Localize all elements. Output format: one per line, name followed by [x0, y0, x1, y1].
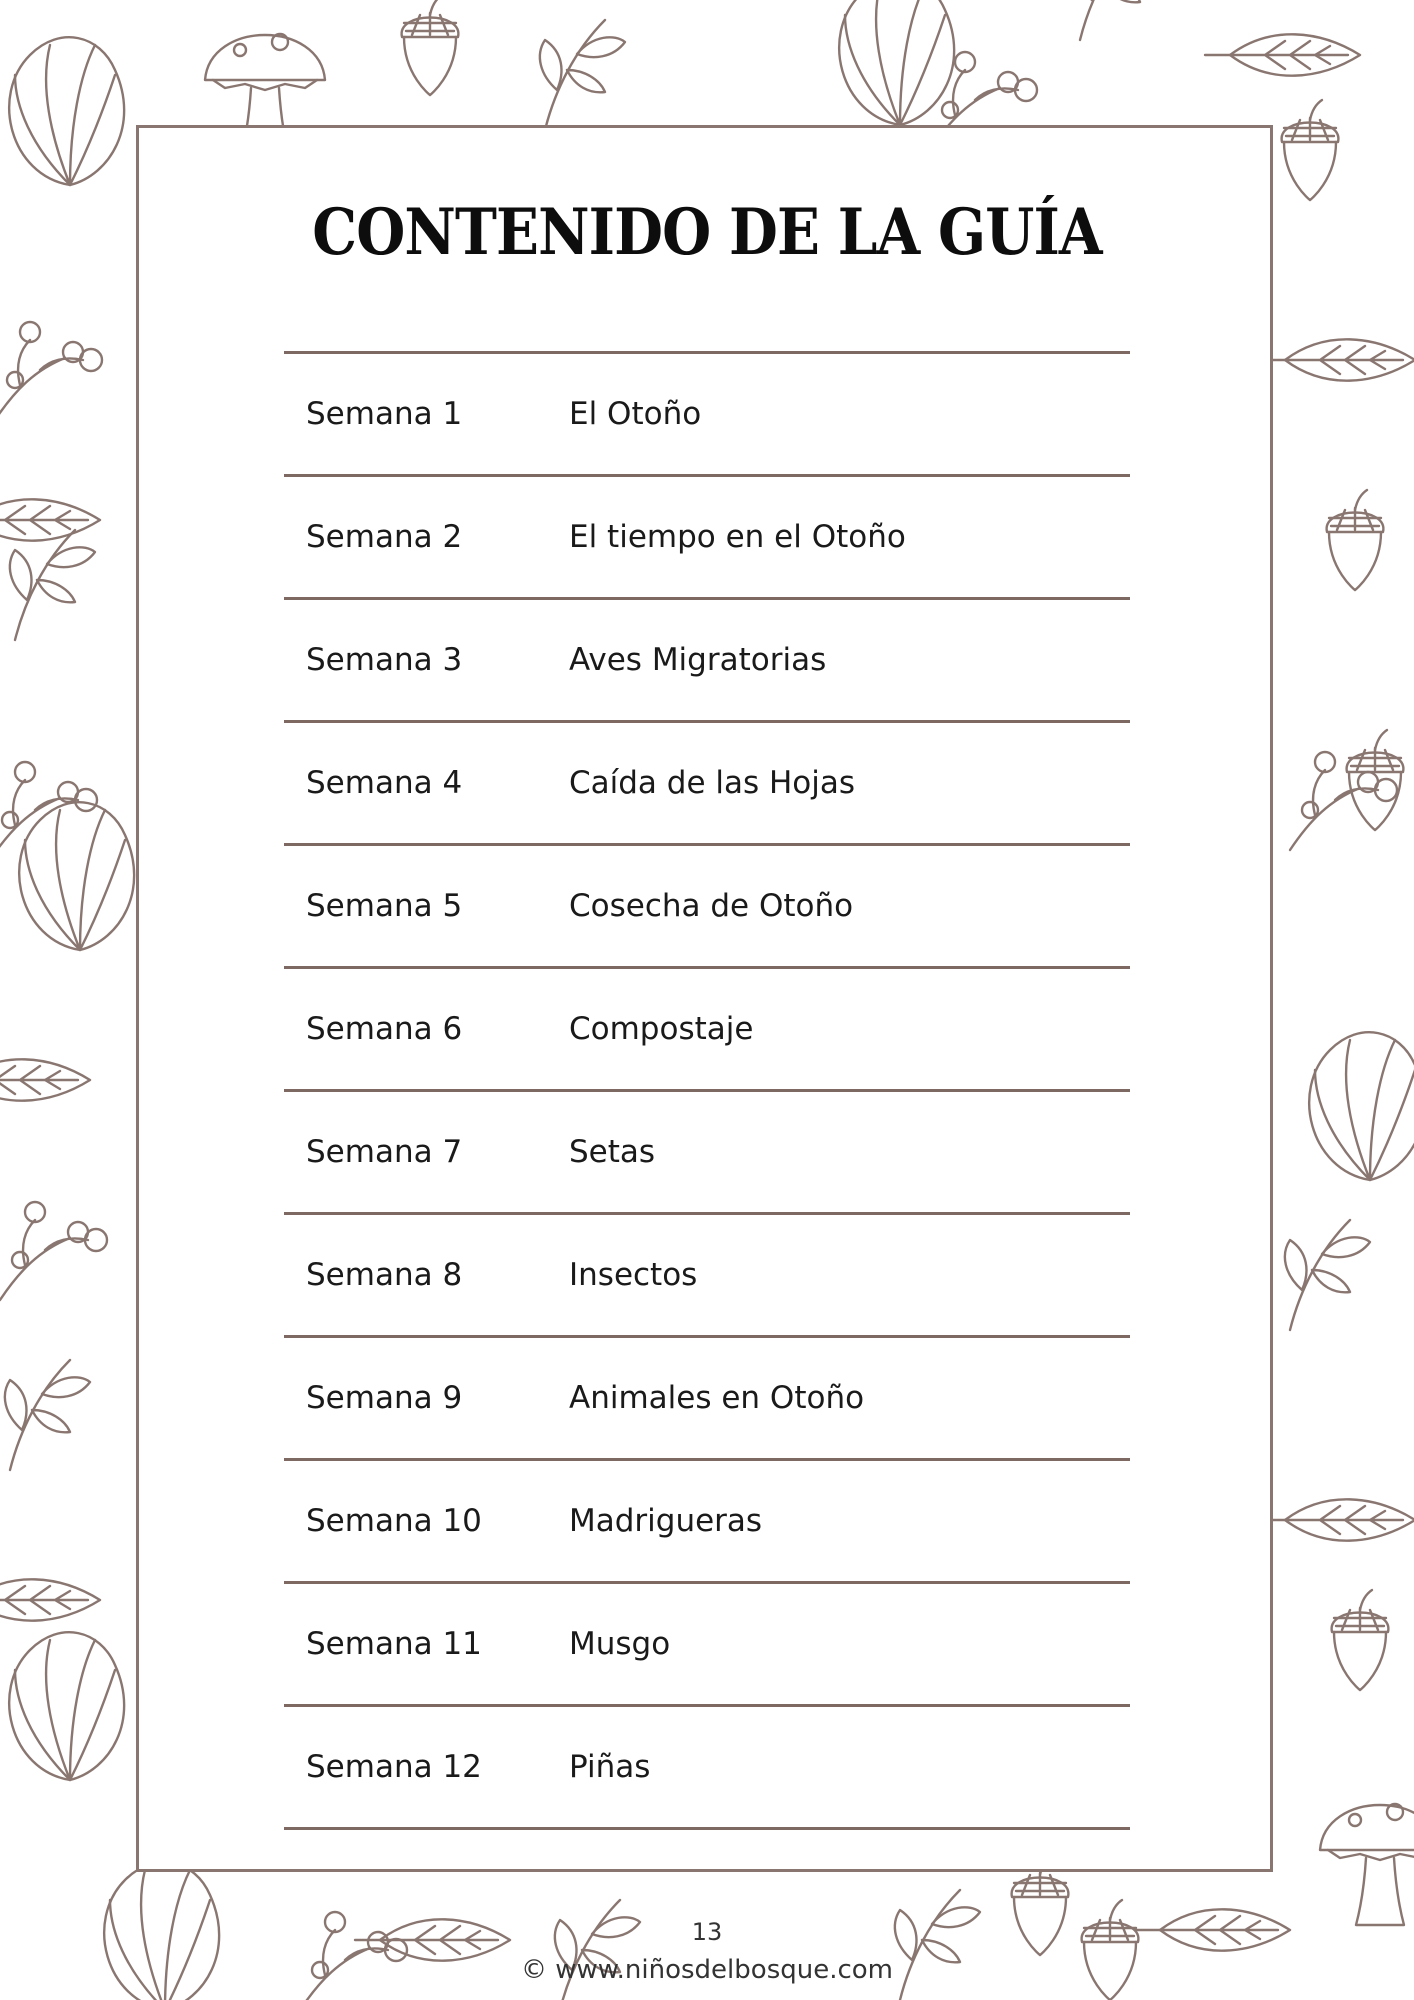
toc-week: Semana 1: [306, 396, 463, 432]
toc-row: [284, 1461, 1130, 1584]
toc-row: [284, 600, 1130, 723]
page-title: CONTENIDO DE LA GUÍA: [312, 195, 1102, 270]
toc-row: [284, 1215, 1130, 1338]
toc-topic: Caída de las Hojas: [569, 765, 856, 801]
toc-topic: Piñas: [569, 1749, 651, 1785]
toc-topic: Cosecha de Otoño: [569, 888, 854, 924]
toc-row: [284, 1338, 1130, 1461]
toc-topic: El Otoño: [569, 396, 702, 432]
toc-week: Semana 2: [306, 519, 463, 555]
toc-row: [284, 1707, 1130, 1830]
toc-topic: Madrigueras: [569, 1503, 763, 1539]
toc-topic: El tiempo en el Otoño: [569, 519, 906, 555]
footer-copyright[interactable]: © www.niñosdelbosque.com: [520, 1955, 894, 1985]
toc-row: [284, 723, 1130, 846]
toc-week: Semana 3: [306, 642, 463, 678]
toc-week: Semana 7: [306, 1134, 463, 1170]
page-number: 13: [691, 1918, 723, 1946]
toc-row: [284, 1092, 1130, 1215]
toc-week: Semana 11: [306, 1626, 482, 1662]
toc-week: Semana 10: [306, 1503, 482, 1539]
toc-week: Semana 5: [306, 888, 463, 924]
toc-week: Semana 9: [306, 1380, 463, 1416]
toc-topic: Aves Migratorias: [569, 642, 827, 678]
toc-row: [284, 846, 1130, 969]
toc-row: [284, 969, 1130, 1092]
toc-week: Semana 4: [306, 765, 463, 801]
toc-topic: Insectos: [569, 1257, 698, 1293]
toc-topic: Animales en Otoño: [569, 1380, 865, 1416]
toc-topic: Compostaje: [569, 1011, 754, 1047]
toc-week: Semana 8: [306, 1257, 463, 1293]
toc-topic: Musgo: [569, 1626, 671, 1662]
toc-row: [284, 354, 1130, 477]
toc-row: [284, 1584, 1130, 1707]
toc-topic: Setas: [569, 1134, 656, 1170]
toc-table: [284, 351, 1130, 1830]
toc-row: [284, 477, 1130, 600]
toc-week: Semana 12: [306, 1749, 482, 1785]
toc-week: Semana 6: [306, 1011, 463, 1047]
